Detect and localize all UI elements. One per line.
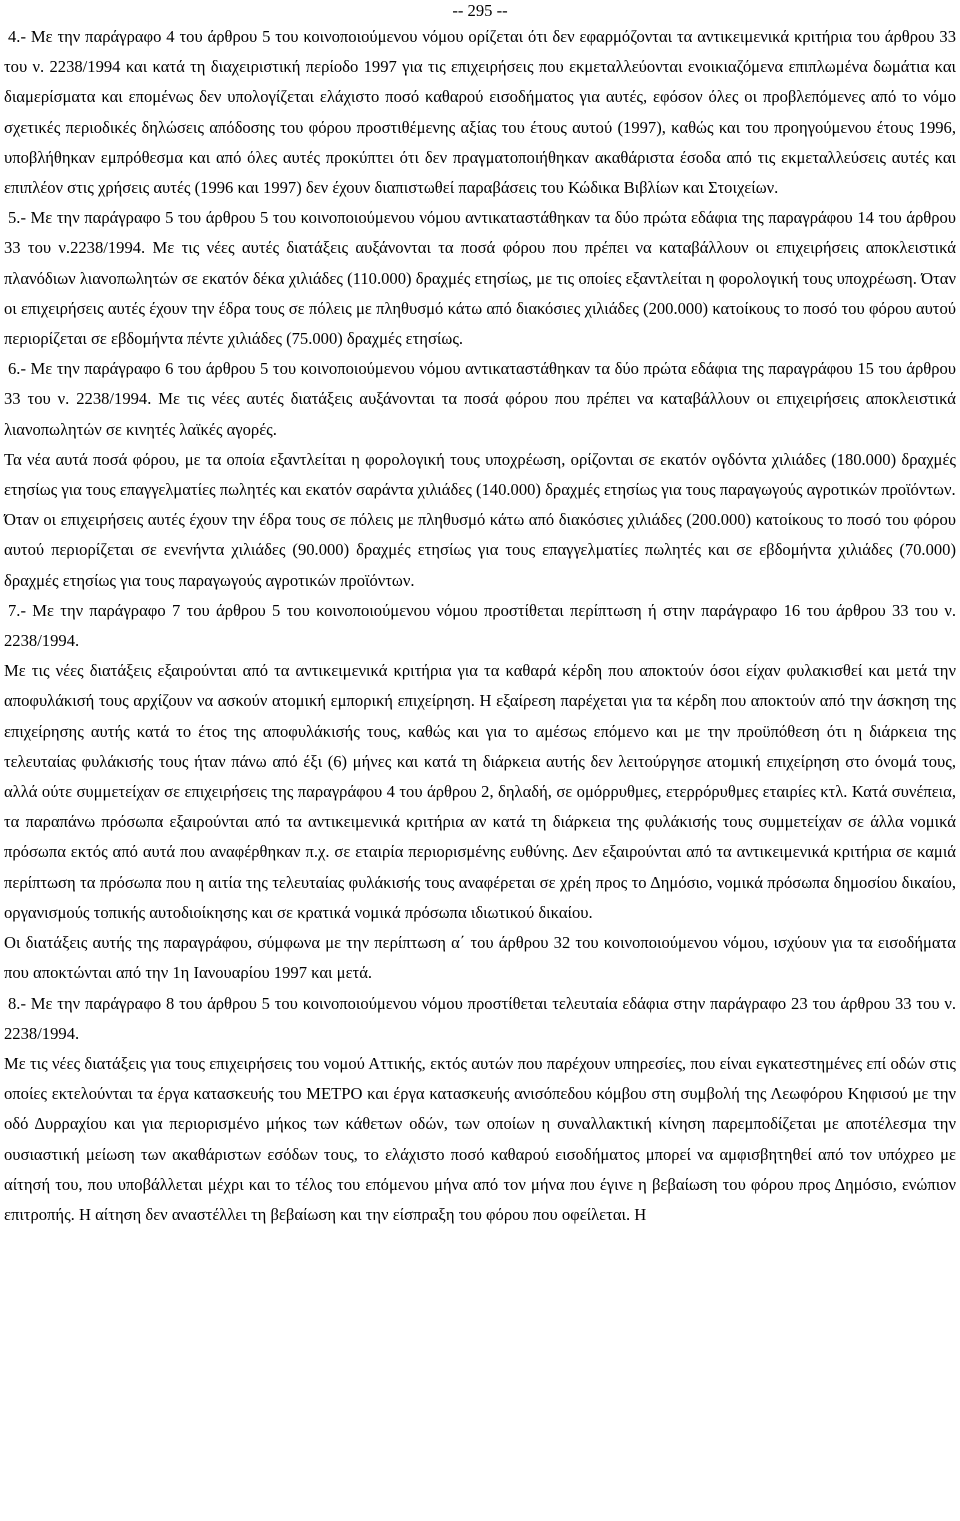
paragraph-section-8: 8.- Με την παράγραφο 8 του άρθρου 5 του κοινοποιούμενου νόμου προστίθεται τελευταία εδάφια στην παράγραφο 23 του άρθρου 33 του ν. 2238/1994. [4, 993, 956, 1043]
paragraph-section-7: 7.- Με την παράγραφο 7 του άρθρου 5 του κοινοποιούμενου νόμου προστίθεται περίπτωση ή στην παράγραφο 16 του άρθρου 33 του ν. 2238/1994. [4, 600, 956, 651]
document-page [4, 0, 956, 1230]
paragraph-small-city-amounts: Όταν οι επιχειρήσεις αυτές έχουν την έδρα τους σε πόλεις με πληθυσμό κάτω από διακόσιες χιλιάδες (200.000) κατοίκους το ποσό του φόρου αυτού περιορίζεται σε ενενήντα χιλιάδες (90.000) δραχμές ετησίως για τους επαγγελματίες πωλητές και σε εβδομήντα χιλιάδες (70.000) δραχμές ετησίως για τους παραγωγούς αγροτικών προϊόντων. [4, 510, 956, 590]
paragraph-prisoner-exemption: Με τις νέες διατάξεις εξαιρούνται από τα αντικειμενικά κριτήρια για τα καθαρά κέρδη που αποκτούν όσοι είχαν φυλακισθεί και μετά την αποφυλάκισή τους αρχίζουν να ασκούν ατομική εμπορική επιχείρηση. Η εξαίρεση παρέχεται για τα κέρδη που αποκτούν από την άσκηση της επιχείρησης αυτής κατά το έτος της αποφυλάκισής τους, καθώς και για το αμέσως επόμενο και με την προϋπόθεση ότι η διάρκεια της τελευταίας φυλάκισής τους ήταν πάνω από έξι (6) μήνες και κατά τη διάρκεια αυτής δεν λειτούργησε ατομική επιχείρηση στο όνομά τους, αλλά ούτε συμμετείχαν σε επιχειρήσεις της παραγράφου 4 του άρθρου 2, δηλαδή, σε ομόρρυθμες, ετερρόρυθμες εταιρίες κτλ. Κατά συνέπεια, τα παραπάνω πρόσωπα εξαιρούνται από τα αντικειμενικά κριτήρια αν κατά τη διάρκεια της φυλάκισής τους συμμετείχαν σε άλλα νομικά πρόσωπα εκτός από αυτά που αναφέρθηκαν π.χ. σε εταιρία περιορισμένης ευθύνης. Δεν εξαιρούνται από τα αντικειμενικά κριτήρια σε καμιά περίπτωση τα πρόσωπα που η αιτία της τελευταίας φυλάκισής τους αναφέρεται σε χρέη προς το Δημόσιο, νομικά πρόσωπα δημοσίου δικαίου, οργανισμούς τοπικής αυτοδιοίκησης και σε κρατικά νομικά πρόσωπα ιδιωτικού δικαίου. [4, 661, 956, 922]
paragraph-section-4: 4.- Με την παράγραφο 4 του άρθρου 5 του κοινοποιούμενου νόμου ορίζεται ότι δεν εφαρμόζονται τα αντικειμενικά κριτήρια του άρθρου 33 του ν. 2238/1994 και κατά τη διαχειριστική περίοδο 1997 για τις επιχειρήσεις που εκμεταλλεύονται ενοικιαζόμενα επιπλωμένα δωμάτια και διαμερίσματα και επομένως δεν υπολογίζεται ελάχιστο ποσό καθαρού εισοδήματος για αυτές, εφόσον όλες οι προβλεπόμενες από το νόμο σχετικές περιοδικές δηλώσεις απόδοσης του φόρου προστιθέμενης αξίας του έτους αυτού (1997), καθώς και του προηγούμενου έτους 1996, υποβλήθηκαν εμπρόθεσμα και από όλες αυτές προκύπτει ότι δεν πραγματοποιήθηκαν ακαθάριστα έσοδα από τις εκμεταλλεύσεις αυτές και επιπλέον στις χρήσεις αυτές (1996 και 1997) δεν έχουν διαπιστωθεί παραβάσεις του Κώδικα Βιβλίων και Στοιχείων. [4, 27, 956, 198]
page-number: -- 295 -- [452, 1, 508, 20]
paragraph-new-tax-amounts: Τα νέα αυτά ποσά φόρου, με τα οποία εξαντλείται η φορολογική τους υποχρέωση, ορίζονται σε εκατόν ογδόντα χιλιάδες (180.000) δραχμές ετησίως για τους επαγγελματίες πωλητές και εκατόν σαράντα χιλιάδες (140.000) δραχμές ετησίως για τους παραγωγούς αγροτικών προϊόντων. [4, 449, 956, 500]
paragraph-section-6: 6.- Με την παράγραφο 6 του άρθρου 5 του κοινοποιούμενου νόμου αντικαταστάθηκαν τα δύο πρώτα εδάφια της παραγράφου 15 του άρθρου 33 του ν. 2238/1994. Με τις νέες αυτές διατάξεις αυξάνονται τα ποσά φόρου που πρέπει να καταβάλλουν οι επιχειρήσεις αποκλειστικά λιανοπωλητών σε κινητές λαϊκές αγορές. [4, 359, 956, 439]
paragraph-effective-date: Οι διατάξεις αυτής της παραγράφου, σύμφωνα με την περίπτωση α΄ του άρθρου 32 του κοινοποιούμενου νόμου, ισχύουν για τα εισοδήματα που αποκτώνται από την 1η Ιανουαρίου 1997 και μετά. [4, 933, 956, 983]
paragraph-metro-works: Με τις νέες διατάξεις για τους επιχειρήσεις του νομού Αττικής, εκτός αυτών που παρέχουν υπηρεσίες, που είναι εγκατεστημένες επί οδών στις οποίες εκτελούνται τα έργα κατασκευής του ΜΕΤΡΟ και έργα κατασκευής ανισόπεδου κόμβου στη συμβολή της Λεωφόρου Κηφισού με την οδό Δυρραχίου και για περιορισμένο μήκος των κάθετων οδών, των οποίων η συναλλακτική κίνηση παρεμποδίζεται με αποτέλεσμα την ουσιαστική μείωση των ακαθάριστων εσόδων τους, το ελάχιστο ποσό καθαρού εισοδήματος μπορεί να αμφισβητηθεί από τον υπόχρεο με αίτησή του, που υποβάλλεται μέχρι και το τέλος του επόμενου μήνα από τον μήνα που έγινε η βεβαίωση του φόρου προς Δημόσιο, ενώπιον επιτροπής. Η αίτηση δεν αναστέλλει τη βεβαίωση και την είσπραξη του φόρου που οφείλεται. Η [4, 1053, 956, 1224]
paragraph-section-5: 5.- Με την παράγραφο 5 του άρθρου 5 του κοινοποιούμενου νόμου αντικαταστάθηκαν τα δύο πρώτα εδάφια της παραγράφου 14 του άρθρου 33 του ν.2238/1994. Με τις νέες αυτές διατάξεις αυξάνονται τα ποσά φόρου που πρέπει να καταβάλλουν οι επιχειρήσεις αποκλειστικά πλανόδιων λιανοπωλητών σε εκατόν δέκα χιλιάδες (110.000) δραχμές ετησίως, με τις οποίες εξαντλείται η φορολογική τους υποχρέωση. Όταν οι επιχειρήσεις αυτές έχουν την έδρα τους σε πόλεις με πληθυσμό κάτω από διακόσιες χιλιάδες (200.000) κατοίκους το ποσό του φόρου αυτού περιορίζεται σε εβδομήντα πέντε χιλιάδες (75.000) δραχμές ετησίως. [4, 208, 956, 349]
